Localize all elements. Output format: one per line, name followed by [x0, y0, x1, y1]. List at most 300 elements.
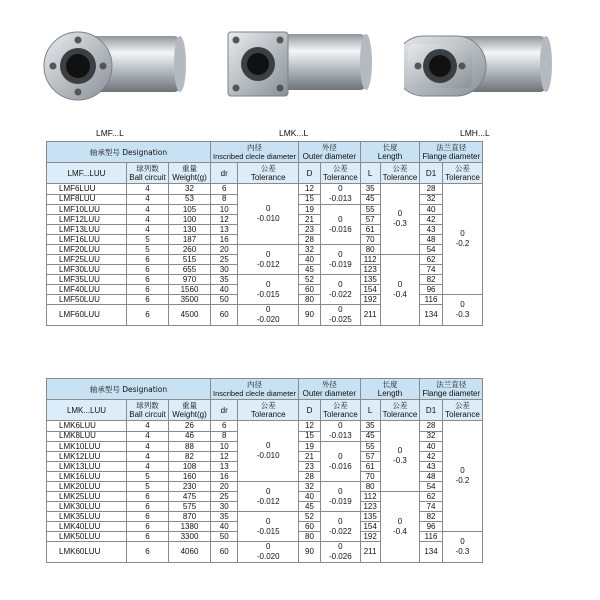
caption-lmk: LMK...L — [279, 128, 309, 138]
d1-tolerance-cell — [442, 532, 482, 563]
weight-cell: 88 — [169, 442, 211, 452]
tolerance-upper: 0 — [265, 249, 271, 259]
l-cell: 35 — [360, 184, 380, 195]
d-cell: 21 — [298, 452, 320, 462]
ball-circuit-cell: 4 — [127, 431, 169, 442]
ball-circuit-cell: 5 — [127, 235, 169, 245]
ball-circuit-cell: 4 — [127, 442, 169, 452]
model-cell: LMF13LUU — [47, 225, 127, 235]
d-cell: 21 — [298, 215, 320, 225]
tolerance-upper: 0 — [338, 542, 343, 551]
d-cell: 90 — [298, 542, 320, 563]
l-cell: 61 — [360, 225, 380, 235]
tolerance-lower: -0.020 — [256, 315, 280, 324]
d1-cell: 54 — [420, 482, 442, 492]
l-tolerance-cell — [380, 255, 420, 326]
d-cell: 60 — [298, 285, 320, 295]
outer-diameter-header — [298, 142, 360, 163]
d1-cell: 43 — [420, 225, 442, 235]
dr-header: dr — [211, 163, 238, 184]
dr-cell: 10 — [211, 205, 238, 215]
d1-cell: 42 — [420, 215, 442, 225]
weight-cell: 130 — [169, 225, 211, 235]
d1-cell: 82 — [420, 512, 442, 522]
ball-circuit-cell: 6 — [127, 522, 169, 532]
d1-cell: 62 — [420, 255, 442, 265]
weight-cell: 82 — [169, 452, 211, 462]
dr-cell: 25 — [211, 255, 238, 265]
weight-cell: 3300 — [169, 532, 211, 542]
l-header: L — [360, 163, 380, 184]
d-cell: 45 — [298, 502, 320, 512]
dr-tolerance-cell — [238, 275, 299, 305]
dr-tolerance-header — [238, 400, 299, 421]
d1-cell: 134 — [420, 542, 442, 563]
d-cell: 32 — [298, 482, 320, 492]
ball-circuit-cell: 6 — [127, 512, 169, 522]
label-cn: 重量 — [182, 401, 197, 410]
lmf-bearing-image — [40, 14, 190, 124]
l-cell: 80 — [360, 245, 380, 255]
ball-circuit-cell: 6 — [127, 285, 169, 295]
d-cell: 52 — [298, 275, 320, 285]
label-cn: 公差 — [392, 164, 408, 173]
model-cell: LMF8LUU — [47, 194, 127, 205]
tolerance-upper: 0 — [460, 300, 465, 309]
d1-cell: 74 — [420, 265, 442, 275]
d-tolerance-header — [320, 163, 360, 184]
weight-cell: 108 — [169, 462, 211, 472]
tolerance-upper: 0 — [338, 421, 343, 430]
l-tolerance-cell — [380, 492, 420, 563]
dr-cell: 12 — [211, 452, 238, 462]
label-en: Length — [377, 152, 403, 161]
ball-circuit-cell: 6 — [127, 265, 169, 275]
weight-cell: 53 — [169, 194, 211, 205]
l-tolerance-cell — [380, 421, 420, 492]
d1-cell: 40 — [420, 205, 442, 215]
tolerance-lower: -0.015 — [256, 289, 280, 299]
d1-tolerance-cell — [442, 421, 482, 532]
ball-circuit-cell: 4 — [127, 205, 169, 215]
weight-cell: 187 — [169, 235, 211, 245]
tolerance-lower: -0.025 — [328, 315, 352, 324]
weight-cell: 655 — [169, 265, 211, 275]
l-cell: 35 — [360, 421, 380, 432]
d1-cell: 82 — [420, 275, 442, 285]
tolerance-upper: 0 — [265, 305, 271, 314]
d-cell: 23 — [298, 462, 320, 472]
label-cn: 公差 — [392, 401, 408, 410]
weight-cell: 4060 — [169, 542, 211, 563]
d1-cell: 40 — [420, 442, 442, 452]
tolerance-upper: 0 — [265, 279, 271, 289]
label-en: Outer diameter — [302, 389, 356, 398]
dr-cell: 40 — [211, 522, 238, 532]
header-row-2 — [47, 163, 483, 184]
label-en: Tolerance — [322, 410, 358, 419]
label-cn: 公差 — [332, 401, 348, 410]
tolerance-lower: -0.020 — [256, 552, 280, 561]
d-cell: 32 — [298, 245, 320, 255]
label-cn: 内径 — [246, 143, 262, 152]
d-header: D — [298, 400, 320, 421]
label-en: Inscribed clecle diameter — [213, 152, 296, 161]
label-en: Tolerance — [445, 410, 480, 419]
label-cn: 内径 — [246, 380, 262, 389]
d-cell: 15 — [298, 431, 320, 442]
label-cn: 公差 — [260, 401, 276, 410]
d1-tolerance-cell — [442, 184, 482, 295]
dr-cell: 35 — [211, 275, 238, 285]
l-cell: 57 — [360, 215, 380, 225]
label-en: Tolerance — [382, 173, 418, 182]
ball-circuit-cell: 4 — [127, 215, 169, 225]
l-cell: 154 — [360, 285, 380, 295]
model-cell: LMF35LUU — [47, 275, 127, 285]
dr-cell: 16 — [211, 235, 238, 245]
tolerance-upper: 0 — [397, 446, 403, 455]
designation-header: 轴承型号 Designation — [47, 379, 211, 400]
d-tolerance-cell — [320, 205, 360, 245]
tolerance-upper: 0 — [338, 486, 343, 496]
d1-cell: 43 — [420, 462, 442, 472]
tolerance-lower: -0.4 — [393, 290, 407, 299]
tolerance-lower: -0.010 — [256, 214, 280, 223]
dr-cell: 30 — [211, 502, 238, 512]
tolerance-lower: -0.022 — [328, 526, 352, 536]
weight-cell: 4500 — [169, 305, 211, 326]
model-cell: LMK10LUU — [47, 442, 127, 452]
weight-cell: 260 — [169, 245, 211, 255]
label-cn: 公差 — [454, 164, 470, 173]
weight-cell: 3500 — [169, 295, 211, 305]
weight-cell: 100 — [169, 215, 211, 225]
d-cell: 12 — [298, 184, 320, 195]
l-cell: 45 — [360, 194, 380, 205]
ball-circuit-cell: 4 — [127, 184, 169, 195]
d-cell: 28 — [298, 235, 320, 245]
d-cell: 52 — [298, 512, 320, 522]
d1-tolerance-header — [442, 163, 482, 184]
tolerance-upper: 0 — [460, 466, 465, 475]
dr-cell: 6 — [211, 421, 238, 432]
label-en: Outer diameter — [302, 152, 356, 161]
l-tolerance-header — [380, 163, 420, 184]
tolerance-lower: -0.022 — [328, 289, 352, 299]
dr-cell: 16 — [211, 472, 238, 482]
dr-cell: 10 — [211, 442, 238, 452]
weight-header — [169, 163, 211, 184]
model-cell: LMK40LUU — [47, 522, 127, 532]
tolerance-lower: -0.013 — [328, 431, 352, 440]
tolerance-upper: 0 — [397, 280, 403, 289]
tolerance-lower: -0.2 — [455, 239, 470, 248]
dr-cell: 13 — [211, 462, 238, 472]
header-row-2 — [47, 400, 483, 421]
tolerance-upper: 0 — [338, 184, 343, 193]
ball-circuit-cell: 5 — [127, 245, 169, 255]
ball-circuit-cell: 6 — [127, 492, 169, 502]
model-cell: LMF20LUU — [47, 245, 127, 255]
dr-tolerance-cell — [238, 245, 299, 275]
dr-cell: 20 — [211, 245, 238, 255]
d1-cell: 134 — [420, 305, 442, 326]
tolerance-upper: 0 — [338, 249, 343, 259]
label-cn: 法兰直径 — [436, 380, 467, 389]
label-cn: 重量 — [182, 164, 197, 173]
dr-cell: 60 — [211, 542, 238, 563]
lmk-bearing-image — [222, 14, 372, 124]
d-tolerance-cell — [320, 305, 360, 326]
tolerance-lower: -0.4 — [393, 527, 407, 536]
weight-cell: 475 — [169, 492, 211, 502]
flange-diameter-header — [420, 142, 483, 163]
lmh-bearing-image — [404, 14, 554, 124]
dr-cell: 50 — [211, 295, 238, 305]
l-header: L — [360, 400, 380, 421]
l-cell: 55 — [360, 205, 380, 215]
weight-header — [169, 400, 211, 421]
ball-circuit-header — [127, 163, 169, 184]
d-tolerance-cell — [320, 245, 360, 275]
weight-cell: 230 — [169, 482, 211, 492]
label-cn: 球列数 — [136, 164, 159, 173]
tolerance-lower: -0.010 — [256, 451, 280, 460]
d1-cell: 96 — [420, 285, 442, 295]
model-cell: LMK6LUU — [47, 421, 127, 432]
d1-cell: 54 — [420, 245, 442, 255]
l-cell: 80 — [360, 482, 380, 492]
d-cell: 19 — [298, 442, 320, 452]
d1-cell: 74 — [420, 502, 442, 512]
d-cell: 19 — [298, 205, 320, 215]
tolerance-upper: 0 — [265, 204, 271, 213]
dr-tolerance-cell — [238, 305, 299, 326]
model-cell: LMF25LUU — [47, 255, 127, 265]
tolerance-lower: -0.019 — [328, 259, 352, 269]
d1-cell: 28 — [420, 184, 442, 195]
tolerance-upper: 0 — [338, 516, 343, 526]
weight-cell: 32 — [169, 184, 211, 195]
product-photos — [0, 0, 600, 140]
ball-circuit-cell: 6 — [127, 502, 169, 512]
label-en: Tolerance — [250, 410, 286, 419]
model-cell: LMK12LUU — [47, 452, 127, 462]
weight-cell: 515 — [169, 255, 211, 265]
tolerance-upper: 0 — [265, 516, 271, 526]
l-tolerance-cell — [380, 184, 420, 255]
l-cell: 154 — [360, 522, 380, 532]
model-column-header: LMK...LUU — [47, 400, 127, 421]
l-cell: 61 — [360, 462, 380, 472]
header-row-1 — [47, 142, 483, 163]
l-cell: 192 — [360, 295, 380, 305]
d-cell: 12 — [298, 421, 320, 432]
d1-cell: 48 — [420, 235, 442, 245]
l-tolerance-header — [380, 400, 420, 421]
tolerance-upper: 0 — [338, 451, 343, 461]
tolerance-lower: -0.016 — [328, 461, 352, 471]
tolerance-lower: -0.012 — [256, 259, 280, 269]
ball-circuit-cell: 4 — [127, 462, 169, 472]
d1-cell: 62 — [420, 492, 442, 502]
d1-cell: 96 — [420, 522, 442, 532]
dr-cell: 30 — [211, 265, 238, 275]
d-header: D — [298, 163, 320, 184]
model-cell: LMK13LUU — [47, 462, 127, 472]
l-cell: 135 — [360, 275, 380, 285]
dr-cell: 8 — [211, 431, 238, 442]
d-cell: 80 — [298, 295, 320, 305]
tolerance-lower: -0.012 — [256, 496, 280, 506]
tolerance-upper: 0 — [397, 517, 403, 526]
model-cell: LMK50LUU — [47, 532, 127, 542]
label-en: Ball circuit — [129, 173, 166, 182]
ball-circuit-cell: 6 — [127, 295, 169, 305]
model-cell: LMF6LUU — [47, 184, 127, 195]
label-en: Length — [377, 389, 403, 398]
weight-cell: 46 — [169, 431, 211, 442]
model-cell: LMK20LUU — [47, 482, 127, 492]
label-en: Tolerance — [382, 410, 418, 419]
dr-tolerance-header — [238, 163, 299, 184]
dr-tolerance-cell — [238, 512, 299, 542]
l-cell: 70 — [360, 472, 380, 482]
weight-cell: 160 — [169, 472, 211, 482]
d-cell: 15 — [298, 194, 320, 205]
l-cell: 123 — [360, 265, 380, 275]
model-cell: LMF30LUU — [47, 265, 127, 275]
l-cell: 211 — [360, 542, 380, 563]
dr-tolerance-cell — [238, 542, 299, 563]
l-cell: 57 — [360, 452, 380, 462]
tolerance-upper: 0 — [338, 214, 343, 224]
d-cell: 23 — [298, 225, 320, 235]
tolerance-lower: -0.015 — [256, 526, 280, 536]
ball-circuit-cell: 6 — [127, 275, 169, 285]
l-cell: 211 — [360, 305, 380, 326]
tolerance-lower: -0.026 — [328, 552, 352, 561]
inscribed-diameter-header — [211, 379, 299, 400]
label-en: Flange diameter — [422, 389, 481, 398]
label-cn: 外径 — [321, 143, 337, 152]
weight-cell: 105 — [169, 205, 211, 215]
lmf-spec-table — [46, 141, 483, 326]
label-cn: 长度 — [382, 143, 398, 152]
label-en: Flange diameter — [422, 152, 481, 161]
label-cn: 外径 — [321, 380, 337, 389]
ball-circuit-cell: 4 — [127, 452, 169, 462]
tolerance-lower: -0.3 — [455, 547, 470, 556]
model-cell: LMK16LUU — [47, 472, 127, 482]
lmk-spec-table — [46, 378, 483, 563]
tolerance-upper: 0 — [265, 542, 271, 551]
ball-circuit-cell: 4 — [127, 225, 169, 235]
d1-cell: 48 — [420, 472, 442, 482]
dr-cell: 20 — [211, 482, 238, 492]
label-en: Inscribed clecle diameter — [213, 389, 296, 398]
d-tolerance-cell — [320, 482, 360, 512]
label-cn: 公差 — [454, 401, 470, 410]
tolerance-lower: -0.016 — [328, 224, 352, 234]
dr-cell: 40 — [211, 285, 238, 295]
weight-cell: 1560 — [169, 285, 211, 295]
model-cell: LMF16LUU — [47, 235, 127, 245]
l-cell: 112 — [360, 255, 380, 265]
d-cell: 40 — [298, 255, 320, 265]
designation-header: 轴承型号 Designation — [47, 142, 211, 163]
d1-header: D1 — [420, 163, 442, 184]
label-en: Tolerance — [445, 173, 480, 182]
model-cell: LMF50LUU — [47, 295, 127, 305]
dr-cell: 8 — [211, 194, 238, 205]
dr-cell: 25 — [211, 492, 238, 502]
weight-cell: 870 — [169, 512, 211, 522]
tolerance-upper: 0 — [460, 537, 465, 546]
dr-cell: 35 — [211, 512, 238, 522]
dr-cell: 50 — [211, 532, 238, 542]
d-tolerance-cell — [320, 512, 360, 542]
d1-cell: 116 — [420, 532, 442, 542]
label-cn: 长度 — [382, 380, 398, 389]
d1-cell: 42 — [420, 452, 442, 462]
caption-lmh: LMH...L — [460, 128, 490, 138]
l-cell: 123 — [360, 502, 380, 512]
d-tolerance-cell — [320, 275, 360, 305]
label-en: Tolerance — [322, 173, 358, 182]
ball-circuit-cell: 6 — [127, 542, 169, 563]
d-cell: 80 — [298, 532, 320, 542]
d-cell: 90 — [298, 305, 320, 326]
dr-cell: 12 — [211, 215, 238, 225]
model-column-header: LMF...LUU — [47, 163, 127, 184]
d1-tolerance-header — [442, 400, 482, 421]
model-cell: LMK25LUU — [47, 492, 127, 502]
model-cell: LMK35LUU — [47, 512, 127, 522]
weight-cell: 26 — [169, 421, 211, 432]
d1-header: D1 — [420, 400, 442, 421]
d-cell: 45 — [298, 265, 320, 275]
dr-cell: 13 — [211, 225, 238, 235]
d-cell: 40 — [298, 492, 320, 502]
tolerance-lower: -0.3 — [393, 456, 407, 465]
model-cell: LMK60LUU — [47, 542, 127, 563]
table-row — [47, 184, 483, 195]
tolerance-upper: 0 — [265, 441, 271, 450]
l-cell: 112 — [360, 492, 380, 502]
tolerance-lower: -0.3 — [455, 310, 470, 319]
ball-circuit-cell: 6 — [127, 255, 169, 265]
d-tolerance-cell — [320, 184, 360, 205]
table-row — [47, 421, 483, 432]
inscribed-diameter-header — [211, 142, 299, 163]
model-cell: LMF60LUU — [47, 305, 127, 326]
label-en: Weight(g) — [172, 410, 207, 419]
label-en: Weight(g) — [172, 173, 207, 182]
tolerance-upper: 0 — [338, 279, 343, 289]
tolerance-lower: -0.3 — [393, 219, 407, 228]
ball-circuit-cell: 4 — [127, 194, 169, 205]
length-header — [360, 142, 420, 163]
dr-tolerance-cell — [238, 184, 299, 245]
flange-diameter-header — [420, 379, 483, 400]
ball-circuit-cell: 5 — [127, 472, 169, 482]
d1-cell: 32 — [420, 431, 442, 442]
d-tolerance-header — [320, 400, 360, 421]
label-cn: 公差 — [332, 164, 348, 173]
label-en: Tolerance — [250, 173, 286, 182]
